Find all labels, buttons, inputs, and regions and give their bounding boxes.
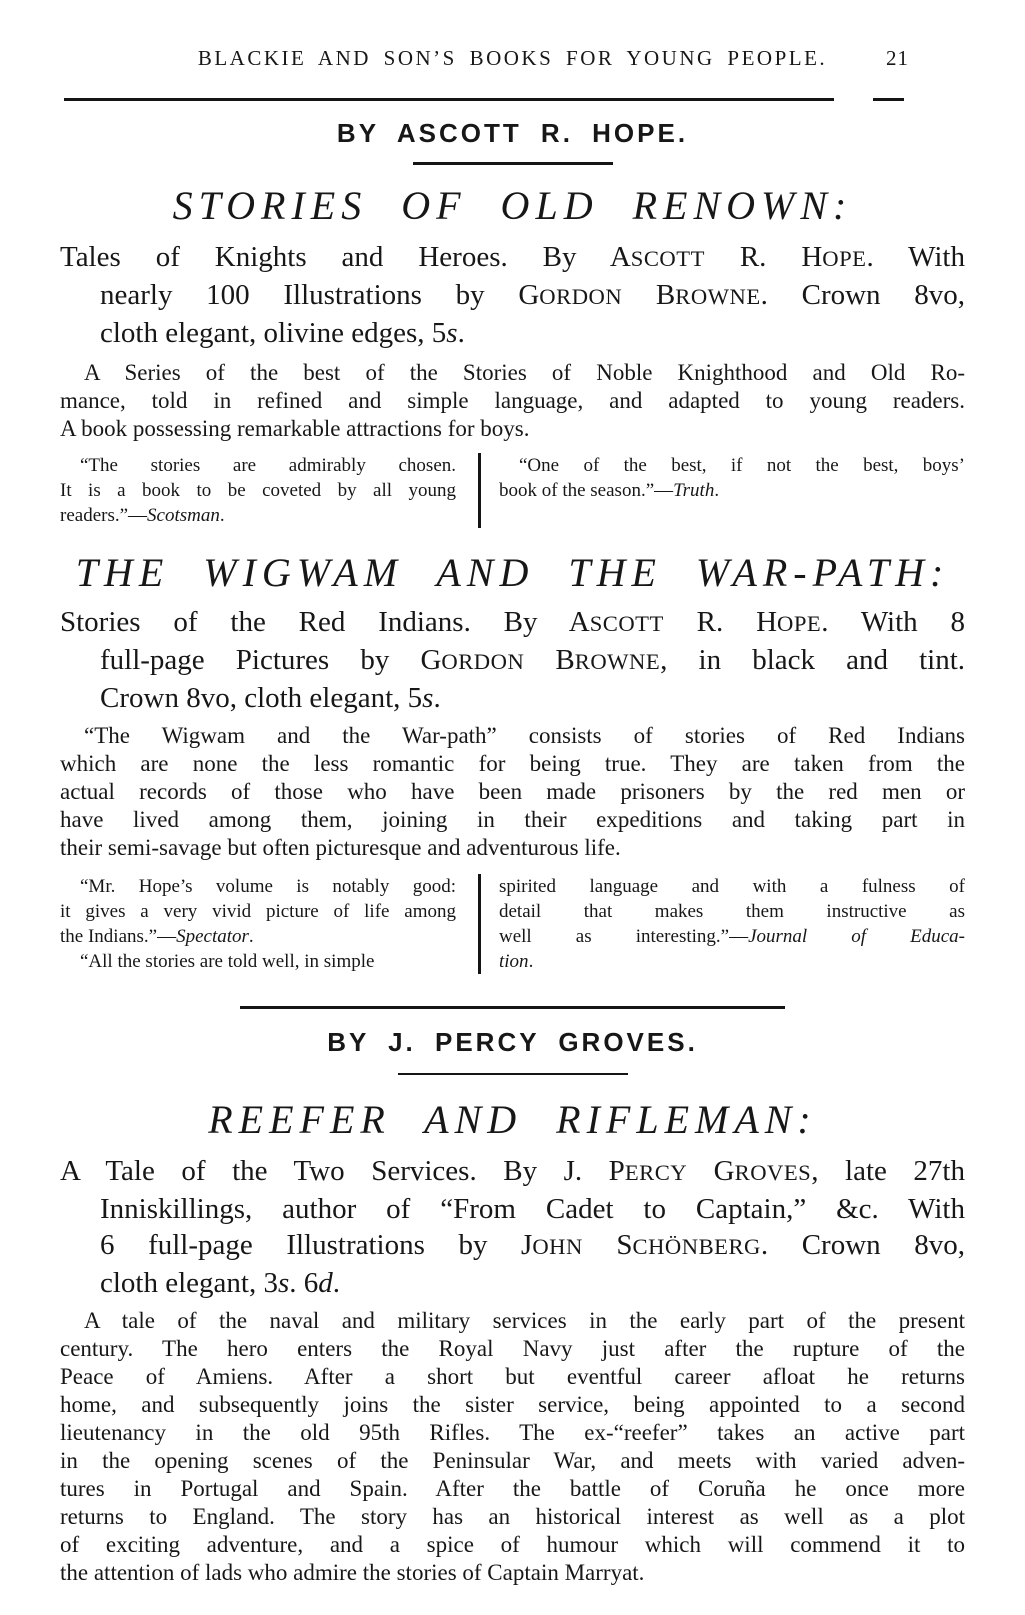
imprint-stories-of-old-renown: Tales of Knights and Heroes. By ASCOTT R. HOPE. With nearly 100 Illustrations by GORDON BROWNE. Crown 8vo, cloth elegant, olivine edges, 5s.: [60, 240, 965, 349]
running-header: [60, 45, 965, 71]
short-rule: [413, 162, 613, 165]
review-column-right: spirited language and with a fulness of detail that makes them instructive as well as interesting.”—Journal of Educa- tion.: [499, 875, 965, 972]
running-header-title: BLACKIE AND SON’S BOOKS FOR YOUNG PEOPLE.: [197, 46, 828, 70]
description-wigwam-war-path: “The Wigwam and the War-path” consists of stories of Red Indians which are none the less romantic for being true. They are taken from the actual records of those who have been made prisoners by the red men or have lived among them, joining in their expeditions and taking part in their semi-savage but often picturesque and adventurous life.: [60, 722, 965, 860]
reviews-wigwam-war-path: [60, 874, 965, 974]
review-column-right: “One of the best, if not the best, boys’ book of the season.”—Truth.: [499, 454, 965, 501]
review-column-left: “The stories are admirably chosen. It is a book to be coveted by all young readers.”—Scotsman.: [60, 454, 456, 526]
description-reefer-and-rifleman: A tale of the naval and military services in the early part of the present century. The hero enters the Royal Navy just after the rupture of the Peace of Amiens. After a short but eventful career afloat he returns home, and subsequently joins the sister service, being appointed to a second lieutenancy in the old 95th Rifles. The ex-“reefer” takes an active part in the opening scenes of the Peninsular War, and meets with varied adven- tures in Portugal and Spain. After the battle of Coruña he once more returns to England. The story has an historical interest as well as a plot of exciting adventure, and a spice of humour which will commend it to the attention of lads who admire the stories of Captain Marryat.: [60, 1308, 965, 1585]
author-heading-groves: BY J. PERCY GROVES.: [327, 1026, 698, 1057]
header-rule: [64, 98, 834, 101]
short-rule: [398, 1073, 628, 1076]
page-number: 21: [886, 46, 909, 70]
author-heading-hope: BY ASCOTT R. HOPE.: [336, 118, 689, 148]
book-title-wigwam-war-path: THE WIGWAM AND THE WAR-PATH:: [75, 549, 950, 595]
book-title-stories-of-old-renown: STORIES OF OLD RENOWN:: [172, 182, 853, 228]
review-column-left: “Mr. Hope’s volume is notably good: it gives a very vivid picture of life among the Indians.”—Spectator. “All the stories are told well, in simple: [60, 875, 456, 972]
reviews-stories-of-old-renown: [60, 453, 965, 528]
imprint-reefer-and-rifleman: A Tale of the Two Services. By J. PERCY GROVES, late 27th Inniskillings, author of “From Cadet to Captain,” &c. With 6 full-page Illustrations by JOHN SCHÖNBERG. Crown 8vo, cloth elegant, 3s. 6d.: [60, 1155, 965, 1299]
imprint-wigwam-war-path: Stories of the Red Indians. By ASCOTT R. HOPE. With 8 full-page Pictures by GORDON BROWNE, in black and tint. Crown 8vo, cloth elegant, 5s.: [60, 605, 966, 714]
book-title-reefer-and-rifleman: REEFER AND RIFLEMAN:: [208, 1097, 817, 1142]
description-stories-of-old-renown: A Series of the best of the Stories of Noble Knighthood and Old Ro- mance, told in refined and simple language, and adapted to young readers. A book possessing remarkable attractions for boys.: [60, 359, 965, 441]
section-divider-rule: [240, 1006, 785, 1009]
